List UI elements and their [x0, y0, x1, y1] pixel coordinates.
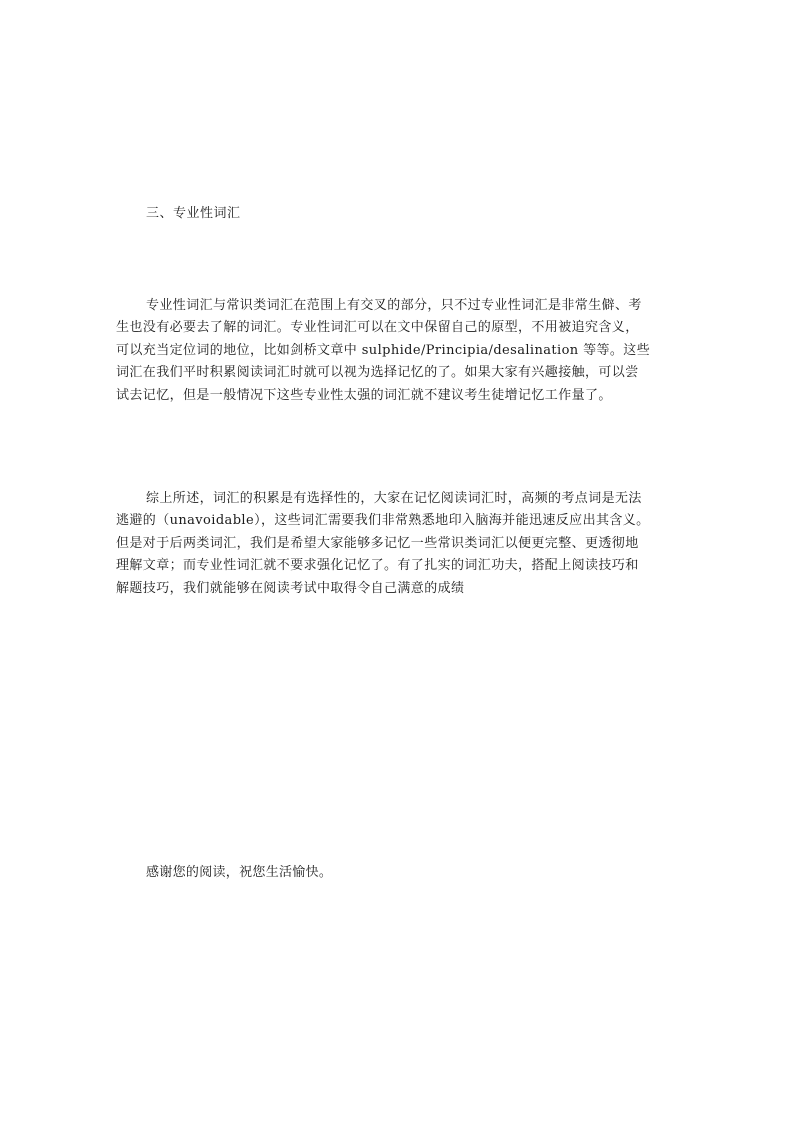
paragraph-line: 试去记忆，但是一般情况下这些专业性太强的词汇就不建议考生徒增记忆工作量了。: [116, 387, 612, 403]
paragraph-line: 可以充当定位词的地位，比如剑桥文章中 sulphide/Principia/desalination 等等。这些: [116, 342, 651, 358]
paragraph-line: 词汇在我们平时积累阅读词汇时就可以视为选择记忆的了。如果大家有兴趣接触，可以尝: [116, 365, 639, 381]
paragraph-line: 理解文章；而专业性词汇就不要求强化记忆了。有了扎实的词汇功夫，搭配上阅读技巧和: [116, 558, 639, 574]
paragraph-line: 解题技巧，我们就能够在阅读考试中取得令自己满意的成绩: [116, 580, 465, 596]
paragraph-line: 综上所述，词汇的积累是有选择性的，大家在记忆阅读词汇时，高频的考点词是无法: [146, 491, 642, 506]
paragraph-line: 生也没有必要去了解的词汇。专业性词汇可以在文中保留自己的原型，不用被追究含义，: [116, 320, 639, 336]
paragraph-line: 专业性词汇与常识类词汇在范围上有交叉的部分，只不过专业性词汇是非常生僻、考: [146, 298, 642, 313]
paragraph-summary: [116, 488, 676, 600]
paragraph-line: 但是对于后两类词汇，我们是希望大家能够多记忆一些常识类词汇以便更完整、更透彻地: [116, 535, 639, 551]
paragraph-specialized-vocabulary: [116, 295, 676, 407]
paragraph-line: 逃避的（unavoidable），这些词汇需要我们非常熟悉地印入脑海并能迅速反应出其含义。: [116, 513, 650, 529]
section-heading: 三、专业性词汇: [146, 206, 241, 221]
closing-text: 感谢您的阅读，祝您生活愉快。: [146, 865, 333, 880]
